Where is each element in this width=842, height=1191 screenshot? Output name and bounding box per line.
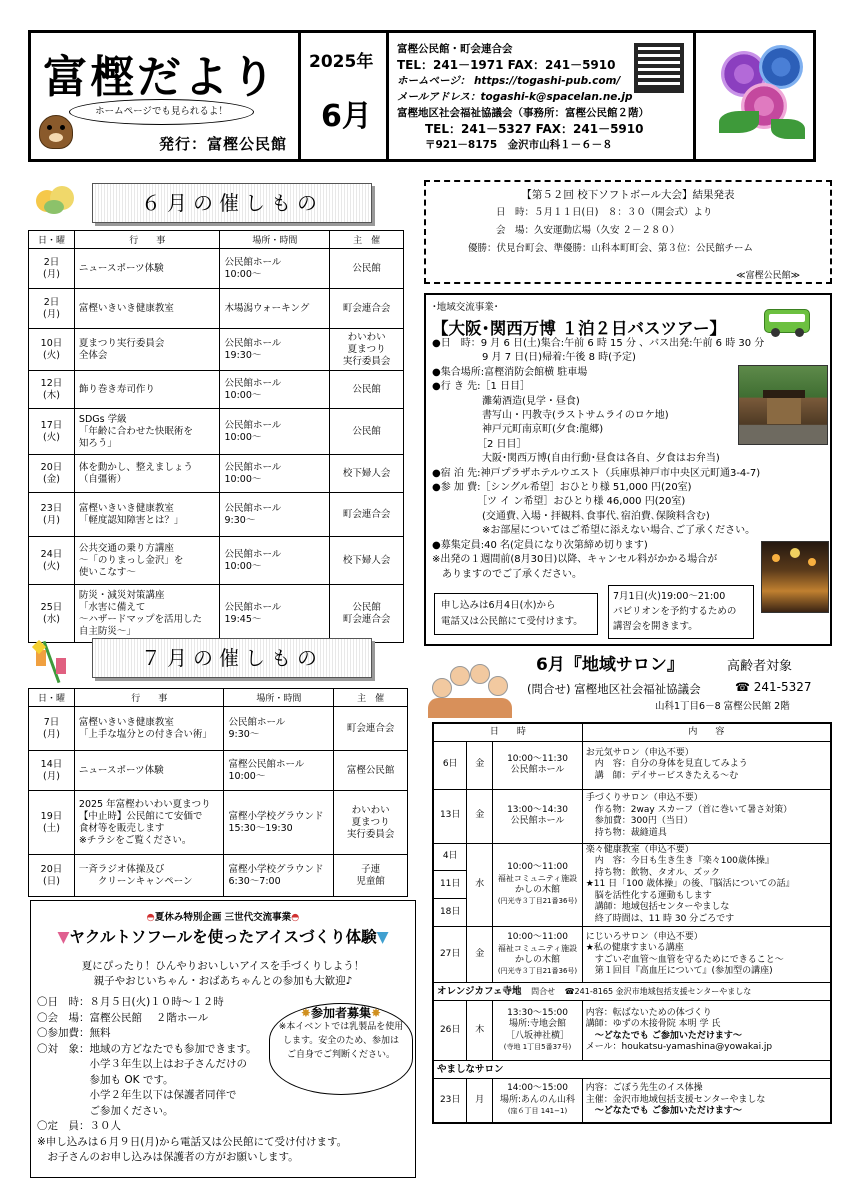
salon-content: 主催：金沢市地域包括支援センターやましな — [585, 1094, 766, 1105]
expo-line: 9 月 7 日(日)帰着:午後 8 時(予定) — [432, 352, 636, 364]
table-row — [29, 249, 404, 289]
softball-title: 【第５２回 校下ソフトボール大会】結果発表 — [521, 189, 735, 201]
table-header — [29, 231, 404, 249]
event-name: 「年齢に合わせた快眠術を — [78, 425, 193, 437]
expo-line: ［ツ イ ン希望］おひとり様 46,000 円(20室) — [432, 496, 686, 508]
expo-line: ありますのでご了承ください。 — [432, 568, 582, 580]
col-date: 日・曜 — [29, 689, 75, 707]
pavilion-line: 7月1日(火)19:00～21:00 — [613, 591, 726, 602]
event-name: 2025 年富樫わいわい夏まつり — [78, 798, 211, 810]
salon-day: 26日 — [433, 1001, 467, 1061]
event-time: 10:00～ — [228, 770, 266, 782]
event-host: 公民館 — [352, 425, 381, 437]
salon-place: 福祉コミュニティ施設 — [497, 944, 578, 953]
temple-photo — [738, 365, 828, 445]
salon-content: すごいぞ血管～血管を守るためにできること～ — [585, 954, 784, 965]
event-day: 23日 — [40, 502, 63, 514]
expo-bus-tour — [424, 293, 832, 646]
summer-line: 参加も OK です。 — [37, 1073, 174, 1086]
expo-line: 灘菊酒造(見学・昼食) — [432, 395, 580, 407]
event-host: 公民館 — [352, 383, 381, 395]
salon-place: 場所:あんのん山科 — [499, 1094, 576, 1105]
night-street-photo — [761, 541, 829, 613]
col-place: 場所・時間 — [224, 689, 334, 707]
event-host: 公民館 — [352, 262, 381, 274]
event-host: 実行委員会 — [346, 828, 395, 840]
event-dow: (日) — [43, 875, 60, 887]
event-dow: (月) — [43, 770, 60, 782]
expo-line: (交通費､入場・拝観料､食事代､宿泊費､保険料含む) — [432, 510, 710, 522]
salon-address: 山科1丁目6－8 富樫公民館 2階 — [655, 701, 790, 712]
event-name: 【中止時】公民館にて安価で — [78, 810, 203, 822]
salon-time: 13:30～15:00 — [507, 1007, 568, 1018]
event-host: 公民館 — [352, 601, 381, 613]
expo-label: ･地域交流事業･ — [432, 302, 499, 313]
event-time: 10:00～ — [224, 389, 262, 401]
event-host: 校下婦人会 — [342, 467, 391, 479]
salon-place: かしの木館 — [514, 954, 560, 965]
bus-icon — [764, 309, 810, 333]
homepage-link[interactable]: ホームページ： https://togashi-pub.com/ — [397, 75, 621, 87]
salon-place: 公民館ホール — [510, 765, 565, 775]
summer-line: ※申し込みは６月９日(月)から電話又は公民館にて受け付けます。 — [37, 1135, 348, 1148]
event-dow: (月) — [43, 268, 60, 280]
welfare-tel: TEL：241－5327 FAX：241－5910 — [425, 122, 644, 136]
event-place: 富樫小学校グラウンド — [228, 863, 324, 875]
event-name: 自主防災～」 — [78, 625, 136, 637]
summer-line: 〇日 時：８月５日(火)１０時～１２時 — [37, 996, 224, 1008]
event-day: 2日 — [43, 256, 60, 268]
qr-code-icon[interactable] — [634, 43, 684, 93]
recruit-note: ※本イベントでは乳製品を使用 — [278, 1022, 404, 1032]
event-host: 町会連合会 — [342, 508, 391, 520]
expo-line: ●宿 泊 先:神戸プラザホテルウエスト（兵庫県神戸市中央区元町通3-4-7) — [432, 467, 761, 479]
softball-date: 日 時：５月１１日(日) ８：３０（開会式）より — [496, 207, 713, 218]
salon-dow: 金 — [467, 927, 493, 983]
event-name: ～「のりまっし金沢」を — [78, 554, 184, 566]
event-name: 飾り巻き寿司作り — [78, 383, 155, 395]
event-dow: (土) — [43, 822, 60, 834]
event-name: ※チラシをご覧ください。 — [78, 834, 192, 846]
event-place: 公民館ホール — [228, 716, 286, 728]
summer-line: 〇参加費：無料 — [37, 1027, 111, 1039]
summer-line: ご参加ください。 — [37, 1104, 174, 1117]
event-host: 児童館 — [356, 875, 385, 887]
recruit-box — [269, 1003, 413, 1095]
event-dow: (金) — [43, 473, 60, 485]
salon-title: 6月『地域サロン』 — [536, 655, 684, 675]
salon-table — [432, 722, 832, 1124]
june-events-table — [28, 230, 404, 643]
event-name: ～ハザードマップを活用した — [78, 613, 203, 625]
event-day: 7日 — [43, 716, 60, 728]
summer-subtitle: 夏休み特別企画 三世代交流事業 — [154, 912, 292, 923]
col-host: 主 催 — [330, 231, 404, 249]
event-name: 富樫いきいき健康教室 — [78, 716, 174, 728]
event-name: 一斉ラジオ体操及び — [78, 863, 165, 875]
expo-line: ●行 き 先:［1 日目］ — [432, 381, 530, 393]
event-day: 20日 — [40, 863, 63, 875]
salon-content: 第１回目『高血圧について』(参加型の講座) — [585, 966, 773, 976]
event-time: 19:45～ — [224, 613, 262, 625]
event-day: 12日 — [40, 377, 63, 389]
recruit-note: します。安全のため、参加は — [283, 1036, 399, 1046]
expo-line: ※お部屋についてはご希望に添えない場合､ご了承ください。 — [432, 525, 756, 537]
event-host: わいわい — [351, 804, 390, 816]
table-row — [29, 751, 408, 791]
event-host: 町会連合会 — [342, 302, 391, 314]
softball-winners: 優勝：伏見台町会、準優勝：山科本町町会、第３位：公民館チーム — [468, 243, 754, 254]
event-dow: (火) — [43, 431, 60, 443]
salon-address: (円光寺３丁目21番36号) — [497, 897, 578, 906]
event-day: 24日 — [40, 548, 63, 560]
event-name: 富樫いきいき健康教室 — [78, 302, 174, 314]
salon-content: お元気サロン（申込不要） — [585, 747, 694, 758]
event-place: 公民館ホール — [224, 461, 282, 473]
summer-intro: 夏にぴったり！ひんやりおいしいアイスを手づくりしよう！ — [81, 960, 365, 972]
event-place: 公民館ホール — [224, 256, 282, 268]
speech-bubble: ホームページでも見られるよ！ — [69, 99, 254, 125]
expo-line: 大阪･関西万博(自由行動･昼食は各自、夕食はお弁当) — [432, 453, 720, 465]
summer-line: 〇会 場：富樫公民館 ２階ホール — [37, 1011, 209, 1024]
summer-line: 小学３年生以上はお子さんだけの — [37, 1058, 247, 1070]
expo-line: ●募集定員:40 名(定員になり次第締め切ります) — [432, 539, 648, 551]
table-row — [433, 927, 831, 983]
salon-content: 手づくりサロン（申込不要） — [585, 793, 703, 803]
salon-dow: 月 — [467, 1079, 493, 1123]
salon-content: 内容：ごぼう先生のイス体操 — [585, 1083, 703, 1093]
salon-content: 楽々健康教室（申込不要） — [585, 844, 694, 855]
tanabata-icon — [30, 640, 74, 684]
table-row — [29, 371, 404, 409]
event-name: 公共交通の乗り方講座 — [78, 542, 174, 554]
col-datetime: 日 時 — [433, 723, 582, 741]
event-place: 公民館ホール — [224, 337, 282, 349]
salon-day: 4日 — [433, 843, 467, 871]
salon-content: 終了時間は、11 時 30 分ごろです — [585, 913, 735, 924]
event-name: 夏まつり実行委員会 — [78, 337, 165, 349]
icecream-icon: ▼ — [376, 928, 389, 946]
icecream-icon: ▼ — [57, 928, 70, 946]
table-row — [433, 1001, 831, 1061]
salon-content: 内容：転ばないための体づくり — [585, 1007, 712, 1018]
salon-place: ［八坂神社横］ — [505, 1030, 569, 1041]
expo-line: ●参 加 費:［シングル希望］おひとり様 51,000 円(20室) — [432, 482, 692, 494]
table-row — [433, 1079, 831, 1123]
event-name: 使いこなす～ — [78, 566, 136, 578]
event-dow: (月) — [43, 728, 60, 740]
salon-time: 10:00～11:30 — [507, 753, 568, 764]
table-row — [29, 585, 404, 643]
expo-line: ●日 時：9 月 6 日(土)集合:午前 6 時 15 分 、バス出発:午前 6 時 30 分 — [432, 338, 765, 349]
salon-day: 18日 — [433, 899, 467, 927]
event-time: 15:30～19:30 — [228, 822, 293, 834]
expo-line: ［2 日目］ — [432, 438, 527, 450]
col-event: 行 事 — [74, 689, 224, 707]
flower-icon — [36, 186, 76, 216]
event-name: （自彊術） — [78, 473, 127, 485]
table-row — [29, 493, 404, 537]
cafe-email[interactable]: メール：houkatsu-yamashina@yowakai.jp — [585, 1042, 773, 1052]
salon-content: にじいろサロン（申込不要） — [585, 931, 703, 942]
salon-dow: 金 — [467, 741, 493, 789]
phone-icon: ☎ — [735, 680, 750, 694]
salon-day: 23日 — [433, 1079, 467, 1123]
event-dow: (火) — [43, 349, 60, 361]
july-events-table — [28, 688, 408, 897]
event-day: 14日 — [40, 758, 63, 770]
salon-place: 公民館ホール — [510, 816, 565, 826]
event-day: 25日 — [40, 601, 63, 613]
salon-content: 講 師：デイサービスきたえる～む — [585, 770, 739, 781]
summer-line: 〇対 象：地域の方どなたでも参加できます。 — [37, 1042, 257, 1055]
expo-line: 書写山・円教寺(ラストサムライのロケ地) — [432, 410, 669, 422]
salon-content: 内 容：自分の身体を見直してみよう — [585, 759, 748, 770]
salon-day: 11日 — [433, 871, 467, 899]
event-day: 2日 — [43, 296, 60, 308]
watermelon-icon: ◓ — [291, 912, 300, 923]
watermelon-icon: ◓ — [146, 912, 155, 923]
expo-title: 【大阪･関西万博 １泊２日バスツアー】 — [432, 319, 726, 338]
softball-source: ≪富樫公民館≫ — [736, 271, 800, 281]
salon-time: 14:00～15:00 — [507, 1083, 568, 1093]
salon-day: 13日 — [433, 789, 467, 843]
event-name: 体を動かし、整えましょう — [78, 461, 193, 473]
event-name: 「上手な塩分との付き合い術」 — [78, 728, 212, 740]
welfare-org: 富樫地区社会福祉協議会（事務所：富樫公民館２階） — [397, 107, 649, 119]
event-host: わいわい — [347, 331, 386, 343]
salon-content: ～どなたでも ご参加いただけます～ — [585, 1106, 742, 1116]
col-host: 主 催 — [334, 689, 408, 707]
softball-venue: 会 場：久安運動広場（久安 ２－２８０） — [496, 225, 680, 236]
salon-target: 高齢者対象 — [727, 659, 793, 674]
cafe-tel: ☎241-8165 金沢市地域包括支援センターやましな — [564, 986, 752, 996]
col-date: 日・曜 — [29, 231, 75, 249]
hydrangea-icon — [711, 41, 811, 151]
salon-content: 講師：ゆずの木接骨院 本明 学 氏 — [585, 1019, 721, 1029]
summer-line: 〇定 員：３０人 — [37, 1120, 121, 1132]
salon-dow: 水 — [467, 843, 493, 927]
newsletter-title: 富樫だより — [43, 52, 278, 103]
elderly-group-icon — [428, 660, 514, 718]
salon-content: ～どなたでも ご参加いただけます～ — [585, 1030, 742, 1041]
table-row — [29, 455, 404, 493]
table-row — [29, 855, 408, 897]
event-time: 10:00～ — [224, 560, 262, 572]
col-content: 内 容 — [582, 723, 831, 741]
apply-note — [434, 593, 598, 635]
event-name: 全体会 — [78, 349, 108, 361]
event-time: 9:30～ — [224, 514, 256, 526]
salon-address: (円光寺３丁目21番36号) — [497, 967, 578, 975]
salon-day: 6日 — [433, 741, 467, 789]
event-name: ニュースポーツ体験 — [78, 764, 164, 776]
salon-content: 脳を活性化する運動もします — [585, 890, 712, 901]
org-tel: TEL：241－1971 FAX：241－5910 — [397, 58, 616, 72]
salon-dow: 金 — [467, 789, 493, 843]
cafe-contact: 問合せ — [531, 986, 556, 996]
apply-line: 申し込みは6月4日(水)から — [441, 600, 556, 611]
salon-time: 10:00～11:00 — [507, 861, 568, 872]
salon-content: ★11 日「100 歳体操」の後､『脳活についての話』 — [585, 879, 795, 889]
expo-line: ※出発の１週間前(8月30日)以降、キャンセル料がかかる場合が — [432, 554, 718, 566]
salon-address: (寺地 1丁目5番37号) — [503, 1043, 572, 1051]
salon-contact: (問合せ) 富樫地区社会福祉協議会 — [527, 682, 701, 696]
yamashina-header — [433, 1061, 831, 1079]
event-place: 公民館ホール — [224, 601, 282, 613]
expo-line: ●集合場所:富樫消防会館横 駐車場 — [432, 366, 588, 378]
event-host: 実行委員会 — [342, 355, 391, 367]
pavilion-note — [608, 585, 754, 639]
salon-content: 講師：地域包括センターやましな — [585, 902, 730, 912]
event-host: 夏まつり — [347, 343, 386, 355]
salon-place: かしの木館 — [514, 884, 560, 895]
table-row — [433, 741, 831, 789]
issue-month: 6月 — [321, 99, 372, 134]
table-row — [29, 791, 408, 855]
publisher: 発行：富樫公民館 — [159, 135, 288, 153]
address: 〒921－8175 金沢市山科１－６－８ — [425, 139, 613, 151]
event-host: 子連 — [361, 863, 381, 875]
table-row — [433, 843, 831, 871]
salon-content: 参加費：300円（当日） — [585, 816, 693, 826]
event-day: 10日 — [40, 337, 63, 349]
salon-dow: 木 — [467, 1001, 493, 1061]
salon-content: 内 容：今日も生き生き『楽々100歳体操』 — [585, 856, 774, 866]
summer-title: ヤクルトソフールを使ったアイスづくり体験 — [69, 928, 377, 946]
col-place: 場所・時間 — [220, 231, 330, 249]
event-day: 20日 — [40, 461, 63, 473]
event-place: 公民館ホール — [224, 377, 282, 389]
salon-address: (窪６丁目 141−1) — [507, 1107, 568, 1115]
event-host: 校下婦人会 — [342, 554, 391, 566]
salon-content: 持ち物：飲物、タオル、ズック — [585, 867, 720, 878]
summer-intro: 親子やおじいちゃん・おばあちゃんとの参加も大歓迎♪ — [93, 975, 353, 987]
recruit-note: ご自身でご判断ください。 — [286, 1050, 395, 1060]
email-link[interactable]: メールアドレス：togashi-k@spacelan.ne.jp — [397, 91, 633, 103]
summer-event-box — [30, 900, 416, 1178]
pavilion-line: 講習会を開きます。 — [613, 621, 698, 632]
header — [28, 30, 816, 162]
event-time: 10:00～ — [224, 473, 262, 485]
salon-content: ★私の健康すまいる講座 — [585, 943, 684, 953]
event-name: クリーンキャンペーン — [78, 875, 193, 887]
event-host: 町会連合会 — [342, 613, 391, 625]
event-time: 19:30～ — [224, 349, 262, 361]
event-place: 富樫公民館ホール — [228, 758, 305, 770]
event-time: 6:30～7:00 — [228, 875, 281, 887]
mascot-icon — [39, 115, 73, 149]
table-row — [29, 409, 404, 455]
softball-results — [424, 180, 832, 284]
event-name: 「水害に備えて — [78, 601, 146, 613]
event-dow: (月) — [43, 308, 60, 320]
salon-day: 27日 — [433, 927, 467, 983]
salon-tel: 241-5327 — [753, 680, 812, 694]
table-row — [29, 289, 404, 329]
star-icon: ✸ — [300, 1006, 311, 1020]
event-host: 夏まつり — [351, 816, 390, 828]
table-row — [29, 707, 408, 751]
expo-line: 神戸元町南京町(夕食:龍郷) — [432, 424, 604, 436]
event-time: 9:30～ — [228, 728, 260, 740]
event-name: SDGs 学級 — [78, 413, 127, 425]
event-dow: (木) — [43, 389, 60, 401]
summer-line: お子さんのお申し込みは保護者の方がお願いします。 — [37, 1151, 299, 1163]
event-name: 知ろう」 — [78, 437, 117, 449]
event-name: 食材等を販売します — [78, 822, 165, 834]
event-host: 町会連合会 — [346, 722, 395, 734]
table-row — [29, 537, 404, 585]
event-day: 17日 — [40, 419, 63, 431]
summer-line: 小学２年生以下は保護者同伴で — [37, 1089, 237, 1101]
table-header — [29, 689, 408, 707]
event-host: 富樫公民館 — [346, 764, 395, 776]
event-time: 10:00～ — [224, 268, 262, 280]
june-banner: ６月の催しもの — [92, 183, 372, 223]
col-event: 行 事 — [74, 231, 220, 249]
cafe-title: オレンジカフェ寺地 — [437, 985, 522, 997]
july-banner: ７月の催しもの — [92, 638, 372, 678]
org-name: 富樫公民館・町会連合会 — [397, 43, 513, 55]
apply-line: 電話又は公民館にて受付けます。 — [441, 616, 583, 627]
event-name: 「軽度認知障害とは？」 — [78, 514, 184, 526]
salon-place: 場所:寺地会館 — [508, 1019, 567, 1029]
salon-time: 10:00～11:00 — [507, 931, 568, 942]
recruit-title: 参加者募集 — [310, 1006, 371, 1020]
cafe-header — [433, 983, 831, 1001]
event-place: 富樫小学校グラウンド — [228, 810, 324, 822]
event-place: 公民館ホール — [224, 548, 282, 560]
yamashina-title: やましなサロン — [437, 1063, 504, 1075]
issue-year: 2025年 — [309, 52, 374, 72]
event-dow: (月) — [43, 514, 60, 526]
event-place: 公民館ホール — [224, 502, 282, 514]
table-header — [433, 723, 831, 741]
table-row — [433, 789, 831, 843]
salon-place: 福祉コミュニティ施設 — [497, 874, 578, 884]
salon-content: 持ち物：裁縫道具 — [585, 827, 667, 838]
pavilion-line: パビリオンを予約するための — [613, 606, 737, 617]
event-day: 19日 — [40, 810, 63, 822]
event-name: ニュースポーツ体験 — [78, 262, 164, 274]
event-dow: (水) — [43, 613, 60, 625]
event-time: 10:00～ — [224, 431, 262, 443]
event-dow: (火) — [43, 560, 60, 572]
event-place: 公民館ホール — [224, 419, 282, 431]
salon-time: 13:00～14:30 — [507, 804, 568, 815]
salon-content: 作る物：2way スカーフ（首に巻いて暑さ対策） — [585, 804, 793, 815]
event-place: 木場潟ウォーキング — [224, 302, 310, 314]
event-name: 防災・減災対策講座 — [78, 589, 165, 601]
event-name: 富樫いきいき健康教室 — [78, 502, 174, 514]
star-icon: ✸ — [371, 1006, 382, 1020]
table-row — [29, 329, 404, 371]
